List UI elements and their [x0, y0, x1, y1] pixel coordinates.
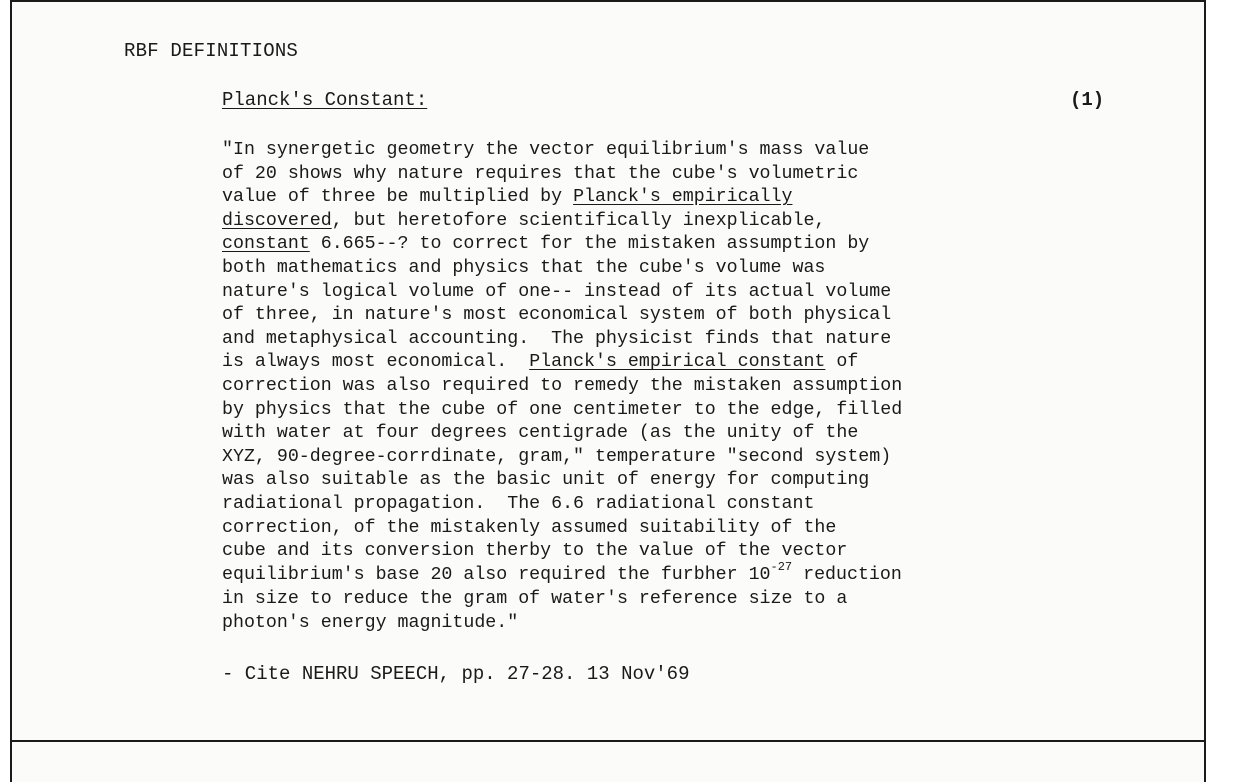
quote-line: radiational propagation. The 6.6 radiational constant [222, 493, 815, 514]
quote-line: and metaphysical accounting. The physicist finds that nature [222, 328, 892, 349]
quote-line: "In synergetic geometry the vector equilibrium's mass value [222, 140, 870, 160]
quote-line: by physics that the cube of one centimeter to the edge, filled [222, 399, 903, 420]
quote-line: photon's energy magnitude." [222, 612, 519, 633]
quote-line: of [825, 352, 859, 373]
quote-line: cube and its conversion therby to the value of the vector [222, 541, 848, 562]
quote-line: in size to reduce the gram of water's reference size to a [222, 589, 848, 610]
quote-line: , but heretofore scientifically inexplicable, [331, 210, 826, 231]
series-title: RBF DEFINITIONS [124, 40, 299, 62]
quote-line: with water at four degrees centigrade (as the unity of the [222, 423, 859, 444]
term-heading: Planck's Constant: [222, 89, 428, 111]
quote-underlined-phrase: constant [222, 234, 310, 255]
quote-line: is always most economical. [222, 352, 530, 373]
citation: - Cite NEHRU SPEECH, pp. 27-28. 13 Nov'69 [222, 663, 690, 685]
quote-line: correction was also required to remedy the mistaken assumption [222, 375, 903, 396]
quote-underlined-phrase: Planck's empirically [573, 187, 793, 208]
quote-underlined-phrase: discovered [222, 210, 332, 231]
definition-quote [222, 139, 1122, 635]
quote-line: of 20 shows why nature requires that the cube's volumetric [222, 163, 859, 184]
next-card-edge [10, 742, 1206, 782]
entry-number: (1) [1070, 89, 1105, 111]
quote-line: was also suitable as the basic unit of energy for computing [222, 470, 870, 491]
quote-line: 6.665--? to correct for the mistaken assumption by [309, 234, 870, 255]
quote-line: value of three be multiplied by [222, 187, 574, 208]
quote-line: XYZ, 90-degree-corrdinate, gram," temperature "second system) [222, 446, 892, 467]
quote-line: nature's logical volume of one-- instead of its actual volume [222, 281, 892, 302]
quote-line: correction, of the mistakenly assumed suitability of the [222, 517, 837, 538]
quote-line: equilibrium's base 20 also required the furbher 10 [222, 564, 771, 585]
quote-underlined-phrase: Planck's empirical constant [529, 352, 826, 373]
quote-line: reduction [792, 564, 902, 585]
quote-line: both mathematics and physics that the cube's volume was [222, 257, 826, 278]
exponent-superscript: -27 [770, 559, 793, 574]
quote-line: of three, in nature's most economical system of both physical [222, 305, 892, 326]
